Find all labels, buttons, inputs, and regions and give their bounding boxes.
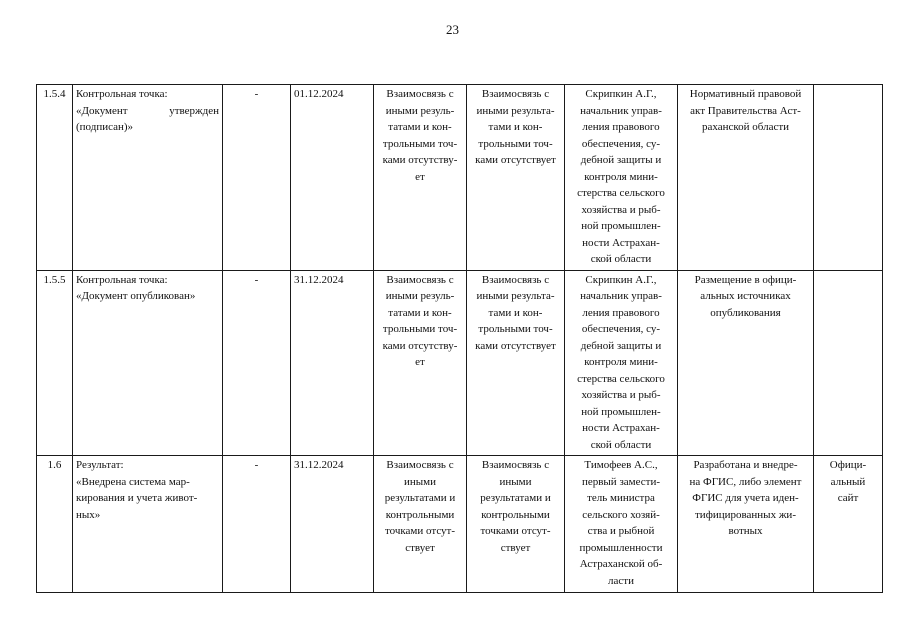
relation-line: тами и кон- (488, 121, 543, 133)
item-name (73, 270, 223, 456)
table-row (37, 270, 883, 456)
document-line: опубликования (710, 306, 781, 319)
document-line: вотных (728, 525, 763, 537)
relation-line: тами и кон- (488, 306, 543, 319)
row-number: 1.5.4 (37, 85, 73, 271)
relation-line: иными (403, 475, 436, 488)
document-cell (678, 270, 814, 456)
responsible-line: стерства сельского (577, 187, 665, 199)
date-cell: 31.12.2024 (291, 270, 374, 456)
document-line: Разработана и внедре- (693, 459, 798, 471)
date-cell: 01.12.2024 (291, 85, 374, 271)
relation-line: иными результа- (476, 104, 555, 117)
item-name-line: «Документ утвержден (76, 104, 219, 117)
responsible-line: Астраханской об- (579, 558, 663, 570)
relation-line: татами и кон- (388, 306, 452, 319)
relation-line: ками отсутству- (382, 154, 458, 166)
relation-cell-1 (374, 85, 467, 271)
relation-line: трольными точ- (478, 323, 553, 335)
responsible-line: ности Астрахан- (582, 236, 660, 249)
relation-line: ет (415, 170, 425, 183)
relation-line: точками отсут- (480, 525, 551, 537)
relation-line: трольными точ- (382, 323, 458, 335)
responsible-line: ности Астрахан- (582, 422, 660, 434)
responsible-line: ства и рыбной (587, 525, 655, 537)
responsible-line: дебной защиты и (580, 154, 662, 166)
responsible-line: первый замести- (581, 475, 661, 488)
document-line: на ФГИС, либо элемент (689, 475, 802, 488)
relation-cell-2 (467, 85, 565, 271)
date-cell: 31.12.2024 (291, 456, 374, 593)
document-line: альных источниках (700, 290, 791, 302)
responsible-line: обеспечения, су- (581, 137, 661, 150)
relation-line: ет (415, 356, 425, 368)
document-line: ФГИС для учета иден- (692, 492, 799, 504)
relation-line: Взаимосвязь с (481, 88, 550, 100)
responsible-cell (565, 85, 678, 271)
responsible-line: хозяйства и рыб- (581, 203, 661, 216)
responsible-line: сельского хозяй- (582, 508, 660, 521)
dash-cell: - (223, 456, 291, 593)
responsible-line: ной промышлен- (581, 405, 661, 418)
relation-line: трольными точ- (382, 137, 458, 150)
item-name (73, 85, 223, 271)
relation-line: Взаимосвязь с (481, 459, 550, 471)
responsible-line: ской области (590, 253, 652, 265)
item-name-line: (подписан)» (76, 121, 134, 133)
system-cell (814, 456, 883, 593)
system-line: сайт (837, 492, 859, 504)
relation-line: иными (499, 475, 532, 488)
document-line: акт Правительства Аст- (690, 104, 801, 117)
relation-line: иными резуль- (385, 290, 455, 302)
item-name-line: Контрольная точка: (76, 273, 168, 286)
row-number: 1.6 (37, 456, 73, 593)
system-line: Офици- (829, 459, 867, 471)
responsible-line: ления правового (582, 121, 660, 133)
control-points-table (36, 84, 883, 593)
responsible-line: начальник управ- (580, 104, 662, 117)
responsible-line: ласти (608, 574, 634, 587)
item-name-line: «Внедрена система мар- (76, 475, 190, 488)
relation-line: контрольными (385, 508, 455, 521)
table-row (37, 456, 883, 593)
document-cell (678, 456, 814, 593)
table-row (37, 85, 883, 271)
item-name-line: ных» (76, 508, 101, 521)
responsible-line: ной промышлен- (581, 220, 661, 232)
responsible-line: тель министра (587, 492, 655, 504)
responsible-line: ления правового (582, 306, 660, 319)
relation-cell-2 (467, 270, 565, 456)
relation-line: ками отсутствует (475, 339, 556, 352)
responsible-line: Скрипкин А.Г., (585, 273, 657, 286)
relation-line: ствует (405, 541, 435, 554)
relation-line: результатами и (480, 492, 551, 504)
document-line: Нормативный правовой (689, 88, 802, 100)
responsible-line: Тимофеев А.С., (584, 459, 658, 471)
dash-cell: - (223, 270, 291, 456)
responsible-line: хозяйства и рыб- (581, 389, 661, 401)
relation-line: Взаимосвязь с (386, 459, 454, 471)
relation-cell-1 (374, 456, 467, 593)
responsible-line: Скрипкин А.Г., (585, 88, 657, 100)
system-cell (814, 85, 883, 271)
responsible-cell (565, 456, 678, 593)
relation-line: иными результа- (476, 290, 555, 302)
document-cell (678, 85, 814, 271)
relation-cell-2 (467, 456, 565, 593)
system-line: альный (830, 475, 866, 488)
dash-cell: - (223, 85, 291, 271)
document-line: тифицированных жи- (695, 508, 796, 521)
relation-line: татами и кон- (388, 121, 452, 133)
responsible-line: начальник управ- (580, 290, 662, 302)
relation-line: Взаимосвязь с (481, 273, 550, 286)
responsible-line: ской области (590, 438, 652, 451)
item-name-line: Контрольная точка: (76, 88, 168, 100)
responsible-line: контроля мини- (584, 170, 658, 183)
relation-line: ками отсутству- (382, 339, 458, 352)
relation-line: точками отсут- (384, 525, 456, 537)
item-name (73, 456, 223, 593)
relation-line: результатами и (384, 492, 456, 504)
document-line: Размещение в офици- (694, 273, 797, 286)
relation-line: Взаимосвязь с (386, 273, 454, 286)
relation-line: ствует (500, 541, 531, 554)
item-name-line: кирования и учета живот- (76, 492, 198, 504)
responsible-line: контроля мини- (584, 356, 658, 368)
responsible-line: обеспечения, су- (581, 323, 661, 335)
responsible-line: дебной защиты и (580, 339, 662, 352)
item-name-line: «Документ опубликован» (76, 290, 196, 302)
page-number: 23 (446, 22, 459, 37)
relation-line: контрольными (481, 508, 550, 521)
relation-line: иными резуль- (385, 104, 455, 117)
relation-line: ками отсутствует (475, 154, 556, 166)
relation-line: трольными точ- (478, 137, 553, 150)
document-line: раханской области (701, 121, 790, 133)
relation-cell-1 (374, 270, 467, 456)
item-name-line: Результат: (76, 459, 124, 471)
row-number: 1.5.5 (37, 270, 73, 456)
responsible-cell (565, 270, 678, 456)
responsible-line: промышленности (579, 541, 663, 554)
relation-line: Взаимосвязь с (386, 88, 454, 100)
responsible-line: стерства сельского (577, 372, 665, 385)
system-cell (814, 270, 883, 456)
